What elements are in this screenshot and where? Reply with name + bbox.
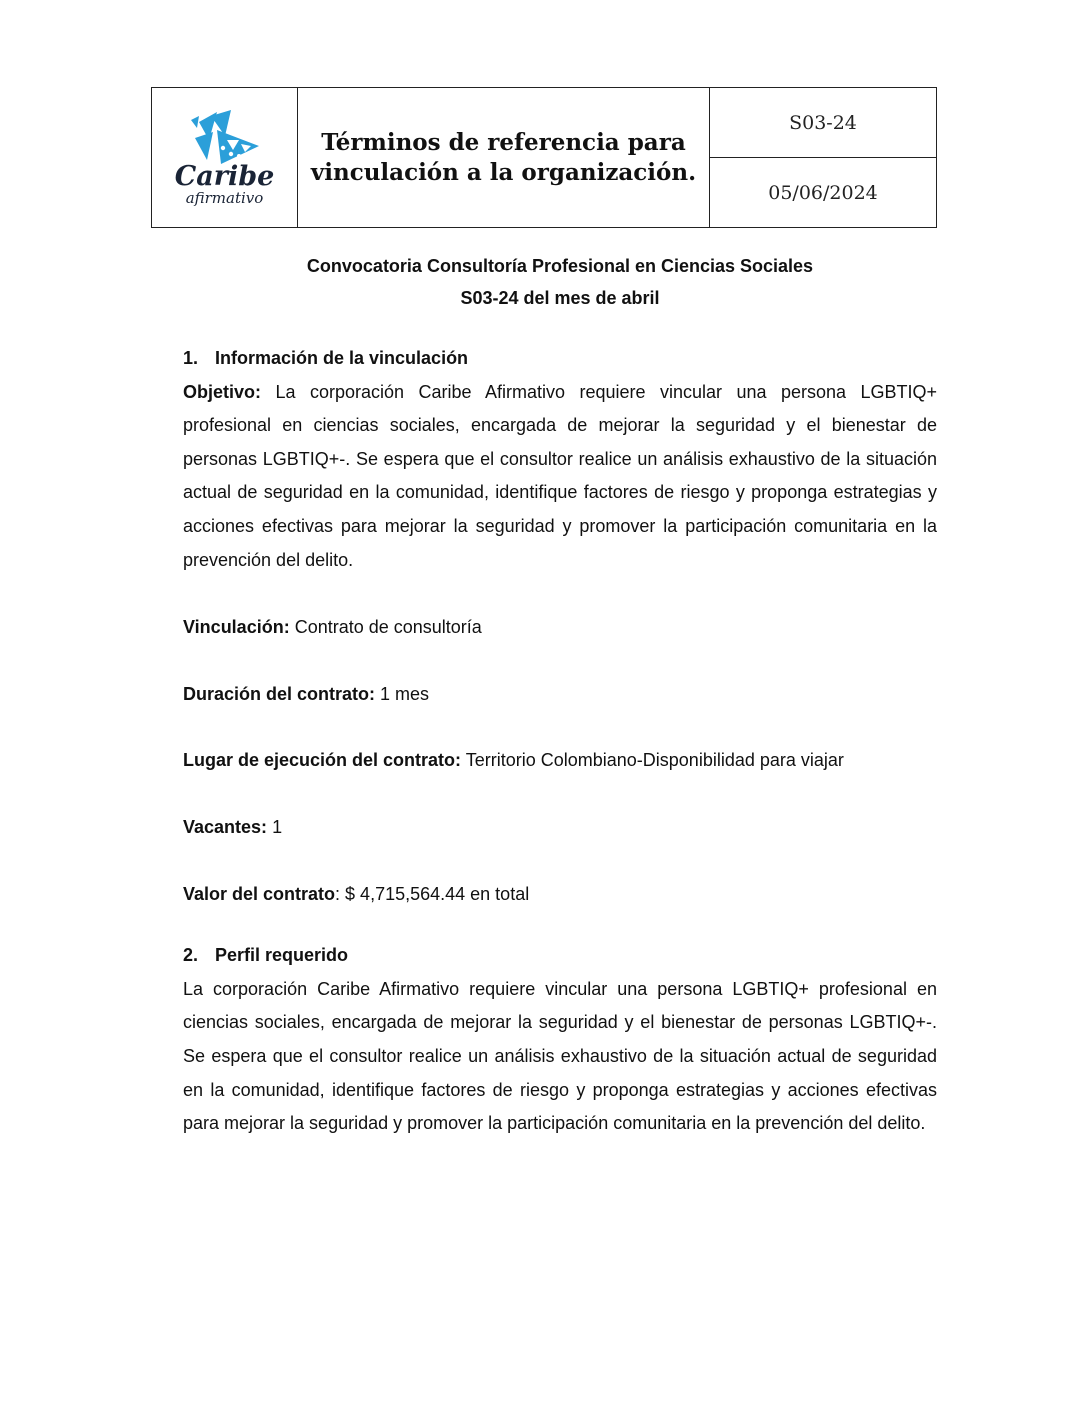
document-body — [183, 250, 937, 1141]
logo-triangles-icon — [187, 110, 263, 168]
field-label: Vinculación: — [183, 617, 290, 638]
field-duracion — [183, 678, 937, 712]
document-code: S03-24 — [710, 88, 936, 158]
header-meta — [710, 88, 936, 227]
document-date: 05/06/2024 — [768, 181, 878, 204]
section-1-title: Información de la vinculación — [215, 348, 469, 368]
section-2-title: Perfil requerido — [215, 945, 349, 966]
field-label: Vacantes: — [183, 816, 268, 837]
field-value: 1 mes — [375, 683, 430, 704]
section-2-number: 2. — [183, 945, 199, 966]
section-1-number: 1. — [183, 348, 199, 368]
field-value: 1 — [267, 816, 283, 837]
logo-name-main: Caribe — [174, 160, 275, 192]
field-value: Contrato de consultoría — [289, 617, 482, 638]
field-label: Lugar de ejecución del contrato: — [183, 750, 462, 771]
section-2-heading — [183, 939, 937, 973]
document-header-title: Términos de referencia para vinculación a la organización. — [298, 88, 710, 227]
logo-name-sub: afirmativo — [185, 188, 264, 207]
call-title-line2: S03-24 del mes de abril — [460, 288, 660, 308]
header-table — [151, 87, 937, 228]
caribe-afirmativo-logo — [175, 110, 275, 206]
field-lugar — [183, 744, 937, 778]
field-vinculacion — [183, 611, 937, 645]
objective-paragraph — [183, 376, 937, 578]
profile-paragraph: La corporación Caribe Afirmativo requiere vincular una persona LGBTIQ+ profesional en ciencias sociales, encargada de mejorar la seguridad y el bienestar de personas LGBTIQ+-. Se espera que el consultor realice un análisis exhaustivo de la situación actual de seguridad en la comunidad, identifique factores de riesgo y proponga estrategias y acciones efectivas para mejorar la seguridad y promover la participación comunitaria en la prevención del delito. — [183, 978, 937, 1134]
objective-text: La corporación Caribe Afirmativo requiere vincular una persona LGBTIQ+ profesional en ciencias sociales, encargada de mejorar la seguridad y el bienestar de personas LGBTIQ+-. Se espera que el consultor realice un análisis exhaustivo de la situación actual de seguridad en la comunidad, identifique factores de riesgo y proponga estrategias y acciones efectivas para mejorar la seguridad y promover la participación comunitaria en la prevención del delito. — [183, 381, 937, 570]
field-valor — [183, 878, 937, 912]
section-1-heading — [183, 342, 937, 376]
objective-label: Objetivo: — [183, 381, 262, 402]
field-value: : $ 4,715,564.44 en total — [335, 883, 530, 904]
logo-cell — [152, 88, 298, 227]
call-title-line1: Convocatoria Consultoría Profesional en Ciencias Sociales — [306, 256, 814, 276]
field-label: Duración del contrato: — [183, 683, 376, 704]
field-vacantes — [183, 811, 937, 845]
field-label: Valor del contrato — [183, 883, 336, 904]
field-value: Territorio Colombiano-Disponibilidad para viajar — [461, 750, 844, 771]
